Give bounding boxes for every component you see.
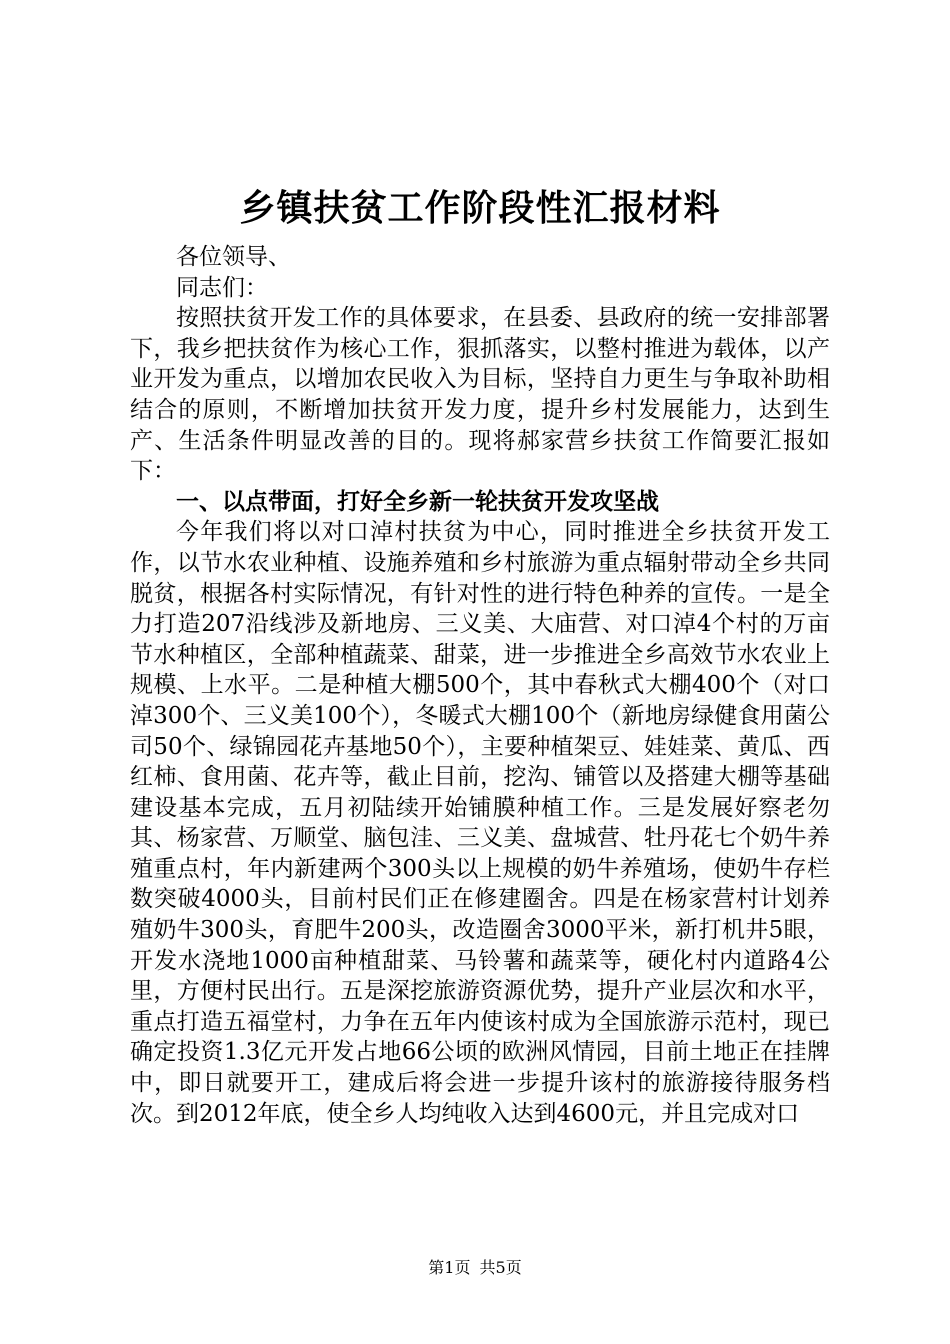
document-body xyxy=(130,242,830,1129)
page-total: 共5页 xyxy=(479,1258,522,1277)
page-number: 第1页 xyxy=(428,1258,471,1277)
section-1-paragraph: 今年我们将以对口淖村扶贫为中心，同时推进全乡扶贫开发工作，以节水农业种植、设施养殖和乡村旅游为重点辐射带动全乡共同脱贫，根据各村实际情况，有针对性的进行特色种养的宣传。一是全力打造207沿线涉及新地房、三义美、大庙营、对口淖4个村的万亩节水种植区，全部种植蔬菜、甜菜，进一步推进全乡高效节水农业上规模、上水平。二是种植大棚500个，其中春秋式大棚400个（对口淖300个、三义美100个），冬暖式大棚100个（新地房绿健食用菌公司50个、绿锦园花卉基地50个），主要种植架豆、娃娃菜、黄瓜、西红柿、食用菌、花卉等，截止目前，挖沟、铺管以及搭建大棚等基础建设基本完成，五月初陆续开始铺膜种植工作。三是发展好察老勿其、杨家营、万顺堂、脑包洼、三义美、盘城营、牡丹花七个奶牛养殖重点村，年内新建两个300头以上规模的奶牛养殖场，使奶牛存栏数突破4000头，目前村民们正在修建圈舍。四是在杨家营村计划养殖奶牛300头，育肥牛200头，改造圈舍3000平米，新打机井5眼，开发水浇地1000亩种植甜菜、马铃薯和蔬菜等，硬化村内道路4公里，方便村民出行。五是深挖旅游资源优势，提升产业层次和水平，重点打造五福堂村，力争在五年内使该村成为全国旅游示范村，现已确定投资1.3亿元开发占地66公顷的欧洲风情园，目前土地正在挂牌中，即日就要开工，建成后将会进一步提升该村的旅游接待服务档次。到2012年底，使全乡人均纯收入达到4600元，并且完成对口 xyxy=(130,519,830,1127)
salutation-comrades: 同志们： xyxy=(176,274,268,301)
intro-paragraph: 按照扶贫开发工作的具体要求，在县委、县政府的统一安排部署下，我乡把扶贫作为核心工作，狠抓落实，以整村推进为载体，以产业开发为重点，以增加农民收入为目标，坚持自力更生与争取补助相结合的原则，不断增加扶贫开发力度，提升乡村发展能力，达到生产、生活条件明显改善的目的。现将郝家营乡扶贫工作简要汇报如下： xyxy=(130,305,830,485)
document-title: 乡镇扶贫工作阶段性汇报材料 xyxy=(239,187,721,229)
salutation-leaders: 各位领导、 xyxy=(176,244,291,270)
page-footer xyxy=(0,1258,950,1278)
section-heading-1: 一、以点带面，打好全乡新一轮扶贫开发攻坚战 xyxy=(176,488,659,515)
